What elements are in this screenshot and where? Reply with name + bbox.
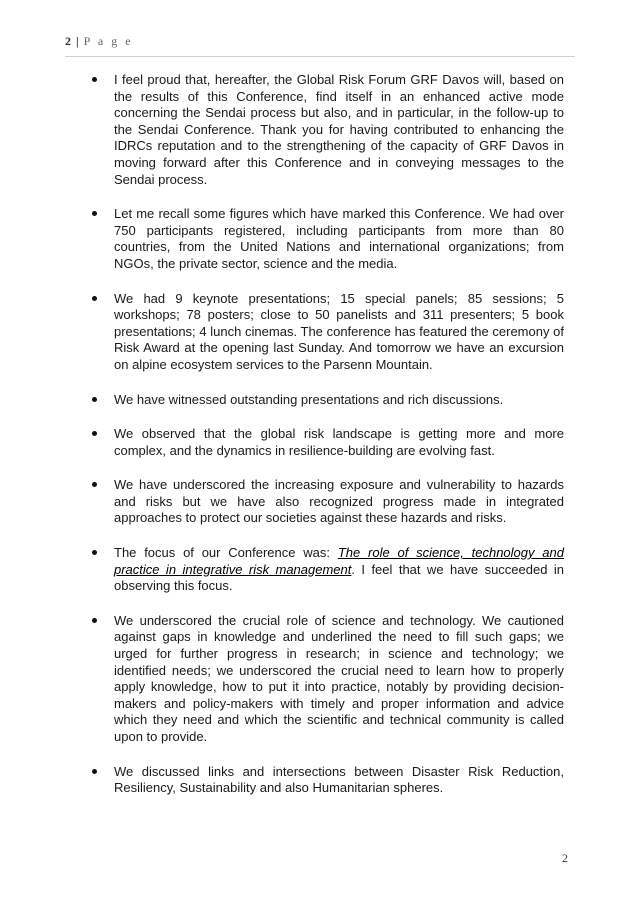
list-item-text: We discussed links and intersections between Disaster Risk Reduction, Resiliency, Sustainability and also Humanitarian spheres. <box>114 763 564 796</box>
list-item <box>92 764 564 797</box>
focus-text-after: . I feel that we have succeeded in observing this focus. <box>114 561 564 594</box>
list-item <box>92 72 564 188</box>
bullet-icon <box>92 397 97 402</box>
bullet-icon <box>92 550 97 555</box>
list-item-text: Let me recall some figures which have marked this Conference. We had over 750 participants registered, including participants from more than 80 countries, from the United Nations and international organizations; from NGOs, the private sector, science and the media. <box>114 206 564 271</box>
list-item-text: We underscored the crucial role of science and technology. We cautioned against gaps in knowledge and underlined the need to fill such gaps; we urged for further progress in research; in science and technology; we identified needs; we underscored the crucial need to learn how to properly apply knowledge, how to put it into practice, notably by providing decision-makers and policy-makers with timely and proper information and advice which they need and which the scientific and technical community is called upon to provide. <box>114 612 564 744</box>
list-item-text: We observed that the global risk landscape is getting more and more complex, and the dynamics in resilience-building are evolving fast. <box>114 426 564 458</box>
header-page-number: 2 <box>65 34 71 48</box>
bullet-list <box>92 72 564 815</box>
bullet-icon <box>92 211 97 216</box>
list-item-text: We had 9 keynote presentations; 15 special panels; 85 sessions; 5 workshops; 78 posters; close to 50 panelists and 311 presenters; 5 book presentations; 4 lunch cinemas. The conference has featured the ceremony of Risk Award at the opening last Sunday. And tomorrow we have an excursion on alpine ecosystem services to the Parsenn Mountain. <box>114 290 564 372</box>
list-item-text: I feel proud that, hereafter, the Global Risk Forum GRF Davos will, based on the results of this Conference, find itself in an enhanced active mode concerning the Sendai process but also, and in particular, in the follow-up to the Sendai Conference. Thank you for having contributed to enhancing the IDRCs reputation and to the strengthening of the capacity of GRF Davos in moving forward after this Conference and in conveying messages to the Sendai process. <box>114 72 564 187</box>
bullet-icon <box>92 431 97 436</box>
list-item-text: We have underscored the increasing exposure and vulnerability to hazards and risks but we have also recognized progress made in integrated approaches to protect our societies against these hazards and risks. <box>114 477 564 526</box>
list-item <box>92 392 564 409</box>
focus-text-before: The focus of our Conference was: <box>114 545 338 561</box>
list-item <box>92 426 564 459</box>
list-item <box>92 613 564 746</box>
header-separator: | <box>76 34 79 48</box>
page-header <box>65 34 575 57</box>
footer-page-number: 2 <box>562 851 568 865</box>
list-item <box>92 291 564 374</box>
header-page-word: P a g e <box>83 34 134 48</box>
bullet-icon <box>92 77 97 82</box>
bullet-icon <box>92 296 97 301</box>
list-item <box>92 477 564 527</box>
list-item-text: We have witnessed outstanding presentations and rich discussions. <box>114 391 504 407</box>
list-item-focus <box>92 545 564 595</box>
focus-emphasis: The role of science, technology and practice in integrative risk management <box>114 545 564 577</box>
list-item <box>92 206 564 272</box>
bullet-icon <box>92 482 97 487</box>
bullet-icon <box>92 618 97 623</box>
bullet-icon <box>92 769 97 774</box>
